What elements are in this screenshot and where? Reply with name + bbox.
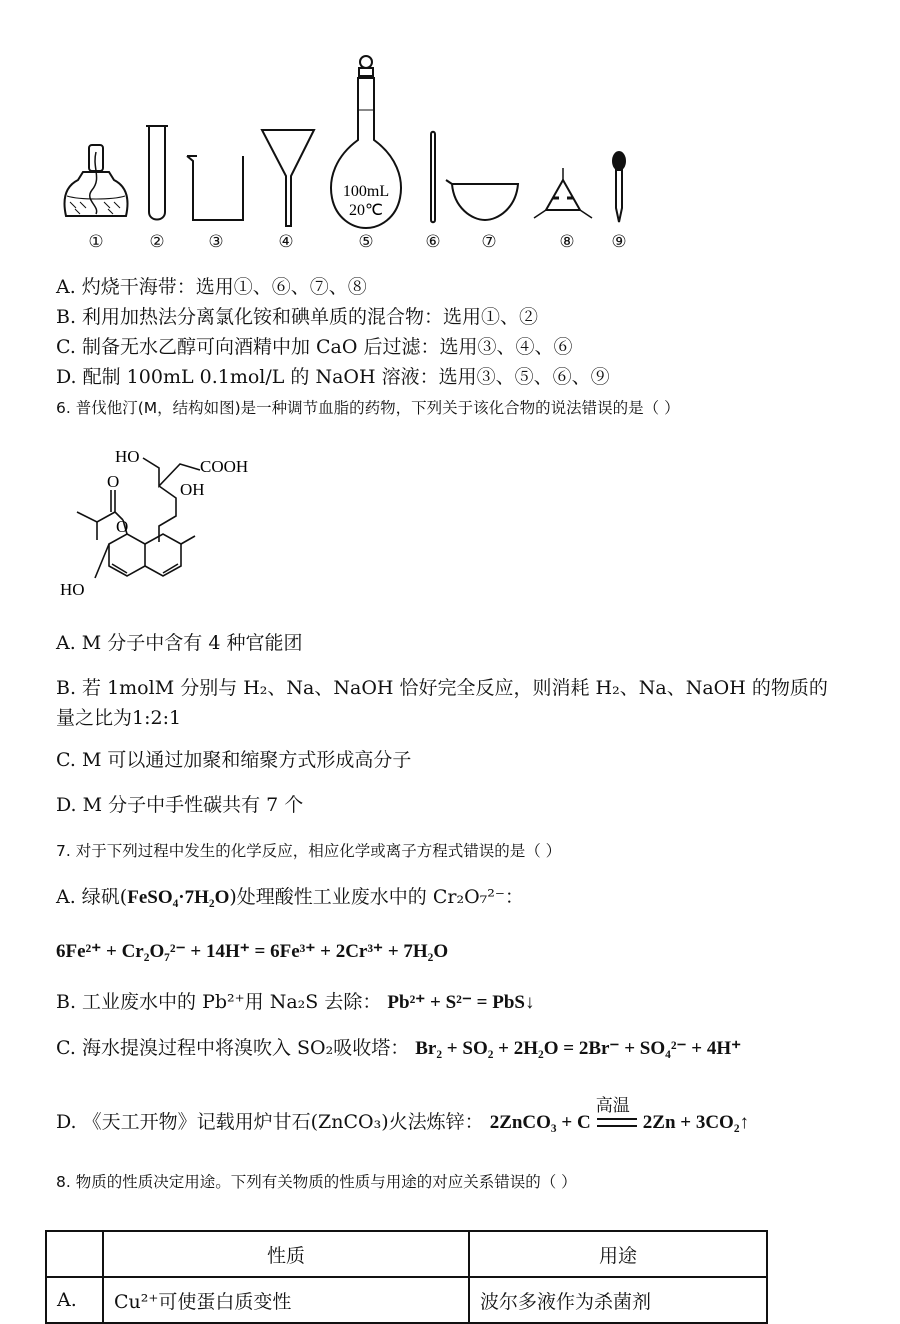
q7-equation-d-left: 2ZnCO₃ + C (489, 1112, 591, 1133)
apparatus-number-6: ⑥ (425, 232, 441, 252)
apparatus-number-9: ⑨ (611, 232, 627, 252)
q7-option-b (56, 987, 534, 1014)
table-cell-use: 波尔多液作为杀菌剂 (469, 1277, 767, 1323)
table-cell-property: Cu²⁺可使蛋白质变性 (103, 1277, 469, 1323)
equals-sign-icon (597, 1118, 637, 1127)
alcohol-lamp-icon (65, 145, 128, 216)
dropper-icon (613, 152, 625, 222)
apparatus-number-4: ④ (278, 232, 294, 252)
q5-option-d: D. 配制 100mL 0.1mol/L 的 NaOH 溶液：选用③、⑤、⑥、⑨ (56, 366, 610, 388)
q7-option-c (56, 1033, 741, 1060)
table-header-property: 性质 (103, 1231, 469, 1277)
glass-rod-icon (431, 132, 435, 223)
structure-label-ho-top: HO (115, 447, 140, 466)
q7-option-a-text: A. 绿矾( (56, 886, 128, 908)
q7-equation-d-condition (595, 1096, 637, 1133)
q5-option-b: B. 利用加热法分离氯化铵和碘单质的混合物：选用①、② (56, 306, 539, 328)
flask-label-volume: 100mL (342, 183, 390, 200)
structure-label-ho-bottom: HO (60, 580, 85, 599)
evaporating-dish-icon (446, 180, 518, 220)
apparatus-number-5: ⑤ (358, 232, 374, 252)
q7-option-d (56, 1096, 750, 1134)
q7-option-b-text: B. 工业废水中的 Pb²⁺用 Na₂S 去除： (56, 991, 382, 1013)
q7-option-a-formula: FeSO₄·7H₂O (127, 887, 230, 908)
table-header-use: 用途 (469, 1231, 767, 1277)
q7-option-d-text: D. 《天工开物》记载用炉甘石(ZnCO₃)火法炼锌： (56, 1111, 484, 1133)
funnel-icon (262, 130, 314, 226)
q5-option-c: C. 制备无水乙醇可向酒精中加 CaO 后过滤：选用③、④、⑥ (56, 336, 573, 358)
q7-option-a (56, 882, 524, 909)
q7-equation-c: Br₂ + SO₂ + 2H₂O = 2Br⁻ + SO₄²⁻ + 4H⁺ (415, 1038, 742, 1059)
q7-equation-a: 6Fe²⁺ + Cr₂O₇²⁻ + 14H⁺ = 6Fe³⁺ + 2Cr³⁺ + 7H₂O (56, 941, 449, 962)
q6-option-b-line2: 量之比为1:2:1 (56, 707, 182, 729)
table-cell-label: A. (46, 1277, 103, 1323)
q7-equation-b: Pb²⁺ + S²⁻ = PbS↓ (387, 992, 535, 1013)
q6-option-b-line1: B. 若 1molM 分别与 H₂、Na、NaOH 恰好完全反应，则消耗 H₂、Na、NaOH 的物质的 (56, 677, 828, 699)
q6-option-d: D. M 分子中手性碳共有 7 个 (56, 794, 304, 816)
q8-table (45, 1230, 768, 1324)
apparatus-number-3: ③ (208, 232, 224, 252)
structure-label-o-ester: O (116, 517, 129, 536)
structure-label-o-carbonyl: O (107, 472, 120, 491)
apparatus-number-1: ① (88, 232, 104, 252)
apparatus-number-8: ⑧ (559, 232, 575, 252)
high-temperature-label: 高温 (595, 1096, 630, 1116)
q7-equation-d-right: 2Zn + 3CO₂↑ (642, 1112, 750, 1133)
q8-stem: 8. 物质的性质决定用途。下列有关物质的性质与用途的对应关系错误的（ ） (56, 1173, 577, 1191)
q7-option-a-text2: )处理酸性工业废水中的 Cr₂O₇²⁻： (229, 886, 524, 908)
q7-option-c-text: C. 海水提溴过程中将溴吹入 SO₂吸收塔： (56, 1037, 410, 1059)
structure-label-oh: OH (180, 480, 205, 499)
apparatus-number-7: ⑦ (481, 232, 497, 252)
clay-triangle-icon (534, 168, 592, 218)
q6-option-c: C. M 可以通过加聚和缩聚方式形成高分子 (56, 749, 412, 771)
q7-stem: 7. 对于下列过程中发生的化学反应，相应化学或离子方程式错误的是（ ） (56, 842, 562, 860)
beaker-icon (187, 156, 243, 220)
apparatus-number-2: ② (149, 232, 165, 252)
table-row (46, 1277, 767, 1323)
table-header-row (46, 1231, 767, 1277)
test-tube-icon (146, 126, 168, 220)
structure-label-cooh: COOH (200, 457, 249, 476)
q6-option-a: A. M 分子中含有 4 种官能团 (56, 632, 303, 654)
table-header-blank (46, 1231, 103, 1277)
flask-label-temperature: 20℃ (349, 202, 383, 219)
q6-stem: 6. 普伐他汀(M，结构如图)是一种调节血脂的药物，下列关于该化合物的说法错误的是（ ） (56, 399, 680, 417)
q5-option-a: A. 灼烧干海带：选用①、⑥、⑦、⑧ (56, 276, 367, 298)
pravastatin-structure (55, 440, 285, 608)
apparatus-figure (40, 48, 660, 233)
